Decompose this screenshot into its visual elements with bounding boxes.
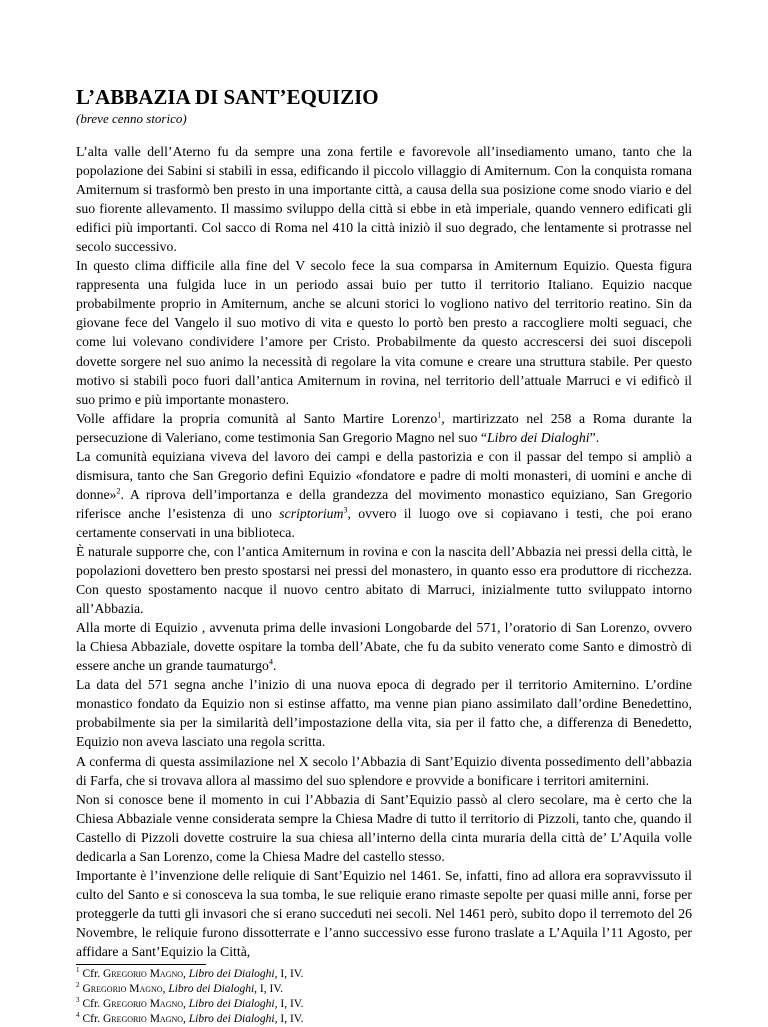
footnote (76, 967, 692, 982)
footnote-ref: 2 (116, 486, 121, 496)
footnote-work: Libro dei Dialoghi (188, 968, 275, 981)
text-run: . (272, 658, 277, 674)
paragraph (76, 256, 692, 408)
page-title: L’ABBAZIA DI SANT’EQUIZIO (76, 85, 379, 109)
footnote-work: Libro dei Dialoghi (188, 998, 275, 1011)
paragraph (76, 790, 692, 866)
paragraph (76, 675, 692, 751)
text-run: La data del 571 segna anche l’inizio di una nuova epoca di degrado per il territorio Amiternino. L’ordine monastico fondato da Equizio non si estinse affatto, ma venne pian piano assimilato dall’ordine Benedettino, probabilmente sia per la similarità dell’impostazione della vita, sia per il fatto che, a differenza di Benedetto, Equizio non aveva lasciato una regola scritta. (76, 677, 692, 750)
footnote-prefix: Cfr. (82, 968, 103, 981)
footnote-mark: 1 (76, 966, 80, 975)
footnote-author: Gregorio Magno (102, 968, 184, 981)
text-run: In questo clima difficile alla fine del V secolo fece la sua comparsa in Amiternum Equizio. Questa figura rappresenta una fulgida luce in un periodo assai buio per tutto il territorio Italiano. Equizio nacque probabilmente proprio in Amiternum, anche se alcuni storici lo vogliono nativo del territorio reatino. Sin da giovane fece del Vangelo il suo motivo di vita e questo lo portò ben presto a raccogliere molti seguaci, che come lui volevano condividere l’amore per Cristo. Probabilmente da questo accrescersi dei suoi discepoli dovette sorgere nel suo animo la necessità di regolare la vita comune e creare una struttura stabile. Per questo motivo si stabilì poco fuori dall’antica Amiternum in rovina, nel territorio dell’attuale Marruci e vi edificò il suo primo e più importante monastero. (76, 258, 692, 407)
italic-text: Libro dei Dialoghi (486, 429, 590, 445)
footnote-author: Gregorio Magno (102, 1013, 184, 1026)
page-subtitle: (breve cenno storico) (76, 111, 187, 126)
text-run: Alla morte di Equizio , avvenuta prima delle invasioni Longobarde del 571, l’oratorio di San Lorenzo, ovvero la Chiesa Abbaziale, dovette ospitare la tomba dell’Abate, che fu da subito venerato come Santo e dimostrò di essere anche un grande taumaturgo (76, 620, 692, 674)
paragraph (76, 618, 692, 675)
paragraph (76, 542, 692, 618)
text-run: L’alta valle dell’Aterno fu da sempre una zona fertile e favorevole all’insediamento umano, tanto che la popolazione dei Sabini si stabilì in essa, edificando il piccolo villaggio di Amiternum. Con la conquista romana Amiternum si trasformò ben presto in una importante città, a causa della sua posizione come snodo viario e del suo fiorente allevamento. Il massimo sviluppo della città si ebbe in età imperiale, quando vennero edificati gli edifici più importanti. Col sacco di Roma nel 410 la città iniziò il suo degrado, che lentamente si protrasse nel secolo successivo. (76, 144, 692, 255)
footnote (76, 997, 692, 1012)
footnote-ref-text: , I, IV. (274, 968, 304, 981)
italic-text: scriptorium (279, 505, 344, 521)
footnote-author: Gregorio Magno (82, 983, 163, 996)
footnote-separator: , (162, 983, 169, 996)
footnote-ref: 4 (268, 657, 273, 667)
text-run: . A riprova dell’importanza e della grandezza del movimento monastico equiziano, San Gregorio riferisce anche l’esistenza di uno (76, 486, 692, 521)
paragraph (76, 142, 692, 256)
footnote-mark: 2 (76, 981, 80, 990)
text-run: , martirizzato nel 258 a Roma durante la persecuzione di Valeriano, come testimonia San Gregorio Magno nel suo “ (76, 410, 692, 445)
text-run: ”. (589, 429, 600, 445)
body-text (76, 142, 692, 961)
footnote-work: Libro dei Dialoghi (188, 1013, 275, 1026)
footnote (76, 1012, 692, 1027)
footnotes (76, 967, 692, 1027)
footnote-separator: , (183, 998, 189, 1011)
footnote-divider (76, 964, 206, 966)
footnote-ref-text: , I, IV. (274, 998, 304, 1011)
footnote-ref-text: , I, IV. (274, 1013, 304, 1026)
paragraph (76, 752, 692, 790)
document-page (76, 84, 692, 1027)
footnote-mark: 3 (76, 996, 80, 1005)
text-run: Importante è l’invenzione delle reliquie di Sant’Equizio nel 1461. Se, infatti, fino ad allora era sopravvissuto il culto del Santo e si conosceva la sua tomba, le sue reliquie erano rimaste sepolte per quasi mille anni, forse per proteggerle da tutti gli invasori che si erano succeduti nei secoli. Nel 1461 però, subito dopo il terremoto del 26 Novembre, le reliquie furono dissotterrate e l’anno successivo esse furono traslate a L’Aquila l’11 Agosto, per affidare a Sant’Equizio la Città, (76, 867, 692, 959)
text-run: , ovvero il luogo ove si copiavano i testi, che poi erano certamente conservati in una biblioteca. (76, 505, 692, 540)
footnote-mark: 4 (76, 1011, 80, 1020)
text-run: Volle affidare la propria comunità al Santo Martire Lorenzo (76, 410, 438, 426)
text-run: A conferma di questa assimilazione nel X secolo l’Abbazia di Sant’Equizio diventa possedimento dell’abbazia di Farfa, che si trovava allora al massimo del suo splendore e provvide a bonificare i territori amiternini. (76, 753, 692, 788)
footnote-author: Gregorio Magno (102, 998, 184, 1011)
footnote-separator: , (183, 1013, 189, 1026)
footnote-ref-text: , I, IV. (254, 983, 284, 996)
text-run: È naturale supporre che, con l’antica Amiternum in rovina e con la nascita dell’Abbazia nei pressi della città, le popolazioni dovettero ben presto spostarsi nei pressi del monastero, in quanto esso era produttore di ricchezza. Con questo spostamento nacque il nuovo centro abitato di Marruci, inizialmente tutto sviluppato intorno all’Abbazia. (76, 543, 692, 617)
footnote-work: Libro dei Dialoghi (168, 983, 255, 996)
paragraph (76, 866, 692, 961)
footnote-ref: 3 (343, 505, 348, 515)
footnote-separator: , (183, 968, 189, 981)
footnote-prefix: Cfr. (82, 998, 103, 1011)
footnote-prefix: Cfr. (82, 1013, 103, 1026)
text-run: La comunità equiziana viveva del lavoro dei campi e della pastorizia e con il passar del tempo si ampliò a dismisura, tanto che San Gregorio definì Equizio «fondatore e padre di molti monasteri, di uomini e anche di donne» (76, 448, 692, 502)
paragraph (76, 447, 692, 542)
paragraph (76, 409, 692, 447)
footnote-ref: 1 (437, 410, 442, 420)
text-run: Non si conosce bene il momento in cui l’Abbazia di Sant’Equizio passò al clero secolare, ma è certo che la Chiesa Abbaziale venne considerata sempre la Chiesa Madre di tutto il territorio di Pizzoli, tanto che, quando il Castello di Pizzoli dovette costruire la sua chiesa all’interno della cinta muraria della città de’ L’Aquila volle dedicarla a San Lorenzo, come la Chiesa Madre del castello stesso. (76, 791, 692, 864)
footnote (76, 982, 692, 997)
